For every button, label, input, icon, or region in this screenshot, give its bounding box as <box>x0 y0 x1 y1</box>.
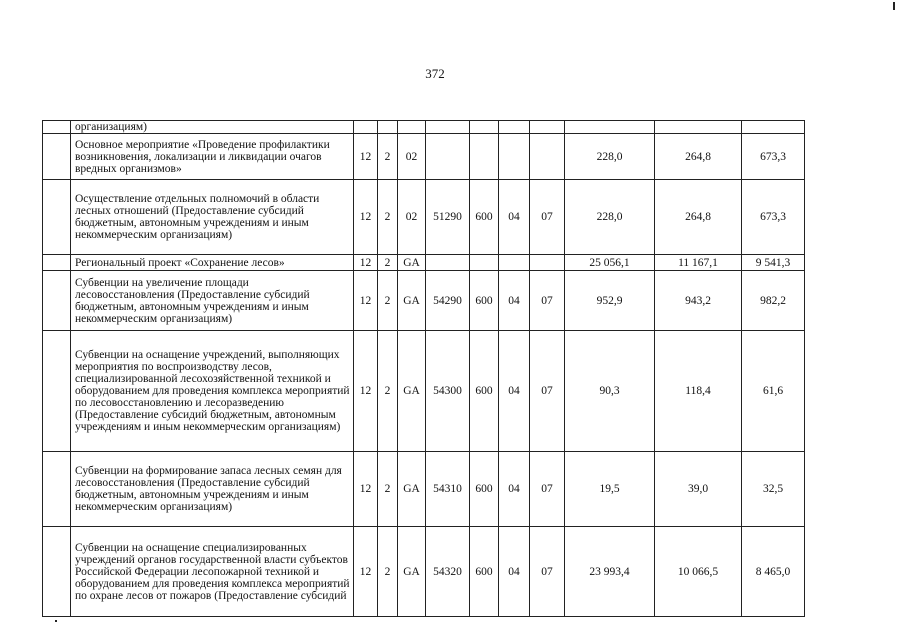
row-name-cell: Осуществление отдельных полномочий в области лесных отношений (Предоставление субсидий бюджетным, автономным учреждениям и иным некоммерческим организациям) <box>71 180 354 255</box>
table-cell-v3: 982,2 <box>742 271 805 331</box>
table-cell-c6 <box>499 121 530 134</box>
table-cell-c2 <box>378 121 398 134</box>
table-cell-v1: 952,9 <box>565 271 655 331</box>
table-cell-c3: GA <box>398 527 426 617</box>
row-name-cell: Субвенции на формирование запаса лесных семян для лесовосстановления (Предоставление субсидий бюджетным, автономным учреждениям и иным некоммерческим организациям) <box>71 452 354 527</box>
table-cell-v2 <box>655 121 742 134</box>
page-number: 372 <box>425 66 445 81</box>
table-cell-c4: 54310 <box>426 452 470 527</box>
table-cell-blank <box>43 527 71 617</box>
table-cell-v3: 673,3 <box>742 180 805 255</box>
table-cell-c3: GA <box>398 331 426 452</box>
table-cell-c4 <box>426 121 470 134</box>
table-cell-c5: 600 <box>470 331 499 452</box>
scan-mark <box>55 620 57 622</box>
table-cell-c2: 2 <box>378 331 398 452</box>
table-row <box>43 452 805 527</box>
table-cell-c1: 12 <box>354 452 378 527</box>
table-cell-c1: 12 <box>354 134 378 180</box>
table-cell-c1: 12 <box>354 271 378 331</box>
table-cell-c3: 02 <box>398 180 426 255</box>
table-cell-v2: 264,8 <box>655 180 742 255</box>
table-cell-v3: 673,3 <box>742 134 805 180</box>
table-cell-v2: 264,8 <box>655 134 742 180</box>
budget-table <box>42 120 805 617</box>
table-cell-v1: 19,5 <box>565 452 655 527</box>
table-cell-c2: 2 <box>378 255 398 271</box>
table-cell-c5 <box>470 121 499 134</box>
row-name-cell: организациям) <box>71 121 354 134</box>
table-cell-c5 <box>470 134 499 180</box>
table-row <box>43 121 805 134</box>
table-cell-c2: 2 <box>378 180 398 255</box>
table-row <box>43 134 805 180</box>
table-cell-blank <box>43 452 71 527</box>
table-cell-c5: 600 <box>470 527 499 617</box>
table-cell-blank <box>43 255 71 271</box>
table-cell-c5: 600 <box>470 180 499 255</box>
table-cell-c3: GA <box>398 452 426 527</box>
table-cell-c7: 07 <box>530 180 565 255</box>
table-cell-v2: 943,2 <box>655 271 742 331</box>
table-cell-blank <box>43 180 71 255</box>
table-cell-blank <box>43 134 71 180</box>
table-cell-v3 <box>742 121 805 134</box>
table-cell-v1: 228,0 <box>565 134 655 180</box>
table-cell-c7 <box>530 255 565 271</box>
table-cell-blank <box>43 331 71 452</box>
table-cell-v1: 23 993,4 <box>565 527 655 617</box>
table-cell-c4: 51290 <box>426 180 470 255</box>
table-cell-c6: 04 <box>499 331 530 452</box>
table-cell-c5: 600 <box>470 452 499 527</box>
table-cell-c4 <box>426 255 470 271</box>
table-cell-c1: 12 <box>354 255 378 271</box>
table-cell-v3: 61,6 <box>742 331 805 452</box>
table-cell-c6 <box>499 134 530 180</box>
table-cell-c5 <box>470 255 499 271</box>
table-cell-c7: 07 <box>530 271 565 331</box>
table-cell-c3 <box>398 121 426 134</box>
table-cell-c3: GA <box>398 255 426 271</box>
table-cell-c4: 54320 <box>426 527 470 617</box>
row-name-cell: Основное мероприятие «Проведение профилактики возникновения, локализации и ликвидации очагов вредных организмов» <box>71 134 354 180</box>
table-cell-c7 <box>530 134 565 180</box>
table-cell-v1: 25 056,1 <box>565 255 655 271</box>
table-cell-c7: 07 <box>530 452 565 527</box>
table-cell-c3: 02 <box>398 134 426 180</box>
table-cell-c6: 04 <box>499 452 530 527</box>
table-cell-v1: 90,3 <box>565 331 655 452</box>
table-row <box>43 271 805 331</box>
table-cell-c6: 04 <box>499 271 530 331</box>
table-cell-c1 <box>354 121 378 134</box>
table-cell-c1: 12 <box>354 180 378 255</box>
table-row <box>43 527 805 617</box>
table-cell-c4: 54300 <box>426 331 470 452</box>
row-name-cell: Субвенции на оснащение учреждений, выполняющих мероприятия по воспроизводству лесов, специализированной лесохозяйственной техникой и оборудованием для проведения комплекса мероприятий по лесовосстановлению и лесоразведению (Предоставление субсидий бюджетным, автономным учреждениям и иным некоммерческим организациям) <box>71 331 354 452</box>
table-cell-v2: 10 066,5 <box>655 527 742 617</box>
table-cell-v3: 8 465,0 <box>742 527 805 617</box>
table-cell-c6: 04 <box>499 180 530 255</box>
table-row <box>43 255 805 271</box>
table-cell-v3: 32,5 <box>742 452 805 527</box>
table-cell-c2: 2 <box>378 452 398 527</box>
table-cell-c2: 2 <box>378 527 398 617</box>
table-row <box>43 180 805 255</box>
table-cell-c4 <box>426 134 470 180</box>
table-cell-blank <box>43 121 71 134</box>
table-cell-blank <box>43 271 71 331</box>
table-cell-c6 <box>499 255 530 271</box>
row-name-cell: Субвенции на увеличение площади лесовосстановления (Предоставление субсидий бюджетным, автономным учреждениям и иным некоммерческим организациям) <box>71 271 354 331</box>
table-cell-c4: 54290 <box>426 271 470 331</box>
table-cell-c7 <box>530 121 565 134</box>
table-cell-c3: GA <box>398 271 426 331</box>
table-cell-v2: 118,4 <box>655 331 742 452</box>
table-cell-c6: 04 <box>499 527 530 617</box>
table-cell-v1 <box>565 121 655 134</box>
table-cell-c2: 2 <box>378 271 398 331</box>
table-cell-c1: 12 <box>354 331 378 452</box>
row-name-cell: Региональный проект «Сохранение лесов» <box>71 255 354 271</box>
scan-mark <box>893 2 895 10</box>
table-cell-c7: 07 <box>530 527 565 617</box>
table-cell-c7: 07 <box>530 331 565 452</box>
table-cell-v2: 39,0 <box>655 452 742 527</box>
table-cell-c5: 600 <box>470 271 499 331</box>
table-cell-c1: 12 <box>354 527 378 617</box>
table-cell-v2: 11 167,1 <box>655 255 742 271</box>
table-row <box>43 331 805 452</box>
table-cell-c2: 2 <box>378 134 398 180</box>
table-cell-v3: 9 541,3 <box>742 255 805 271</box>
row-name-cell: Субвенции на оснащение специализированных учреждений органов государственной власти субъектов Российской Федерации лесопожарной техникой и оборудованием для проведения комплекса мероприятий по охране лесов от пожаров (Предоставление субсидий <box>71 527 354 617</box>
table-cell-v1: 228,0 <box>565 180 655 255</box>
